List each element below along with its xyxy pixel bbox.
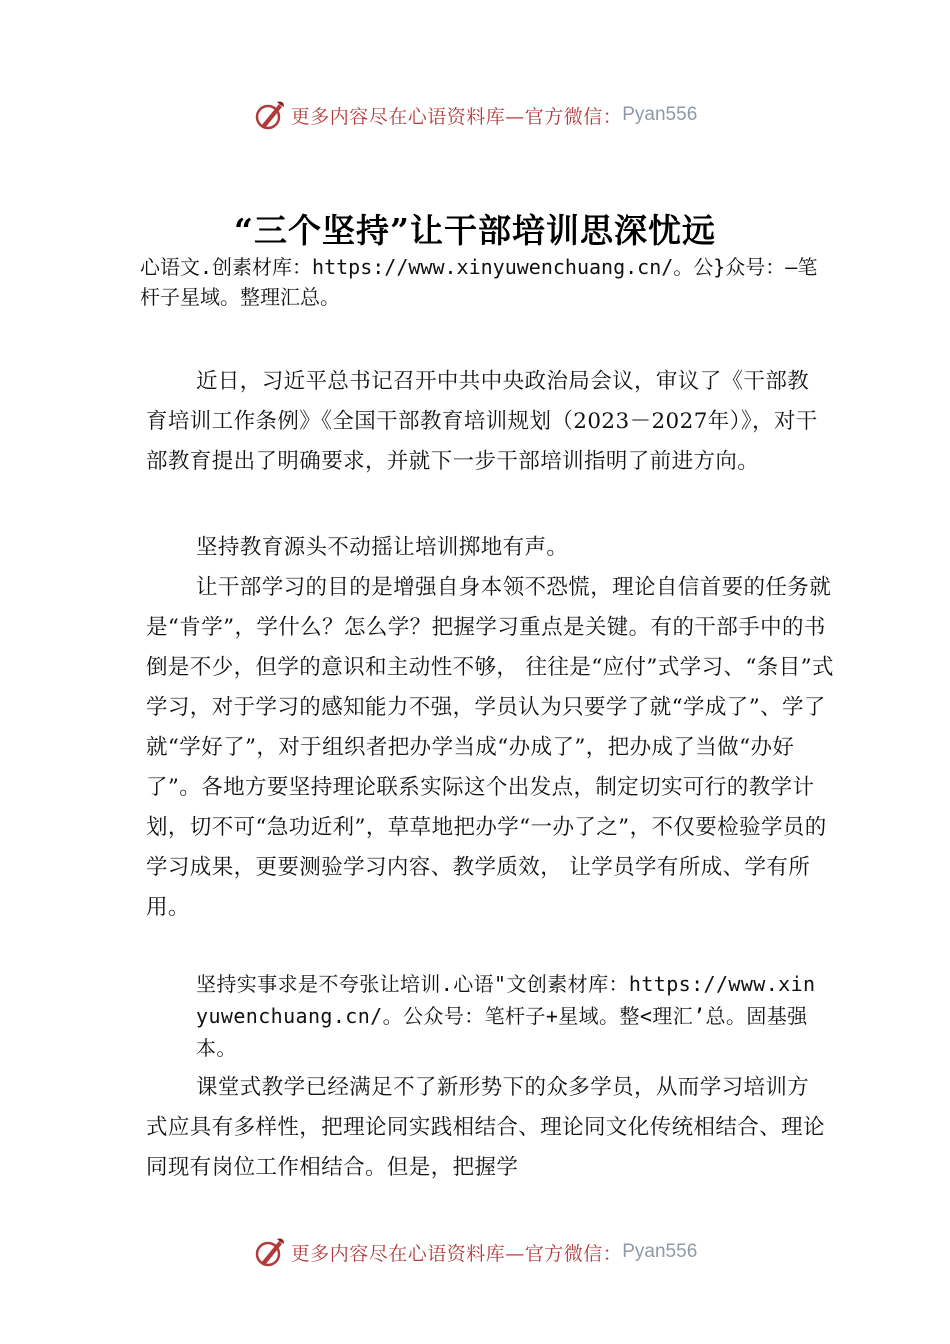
paragraph-1: 近日，习近平总书记召开中共中央政治局会议，审议了《干部教育培训工作条例》《全国干部教育培训规划（2023－2027年）》，对干部教育提出了明确要求，并就下一步干部培训指明了前进方向。 bbox=[146, 369, 818, 474]
quill-pen-circle-icon bbox=[253, 1235, 287, 1269]
quill-pen-circle-icon bbox=[253, 98, 287, 132]
paragraph-5: 课堂式教学已经满足不了新形势下的众多学员，从而学习培训方式应具有多样性，把理论同实践相结合、理论同文化传统相结合、理论同现有岗位工作相结合。但是，把握学 bbox=[146, 1075, 825, 1180]
banner-text: 更多内容尽在心语资料库—官方微信： bbox=[290, 105, 623, 128]
page-title: “三个坚持”让干部培训思深忧远 bbox=[234, 211, 716, 250]
banner-wechat-id: Pyan556 bbox=[622, 1241, 698, 1262]
banner-wechat-id: Pyan556 bbox=[622, 104, 698, 125]
paragraph-2: 坚持教育源头不动摇让培训掷地有声。 bbox=[196, 535, 569, 560]
header-banner bbox=[0, 95, 950, 135]
source-note: 心语文.创素材库：https://www.xinyuwenchuang.cn/。公}众号：—笔杆子星域。整理汇总。 bbox=[140, 255, 818, 309]
footer-banner bbox=[0, 1232, 950, 1272]
banner-text: 更多内容尽在心语资料库—官方微信： bbox=[290, 1242, 623, 1265]
paragraph-4: 坚持实事求是不夸张让培训.心语"文创素材库：https://www.xinyuwenchuang.cn/。公众号：笔杆子+星域。整<理汇’总。固基强本。 bbox=[196, 972, 816, 1060]
paragraph-3: 让干部学习的目的是增强自身本领不恐慌，理论自信首要的任务就是“肯学”，学什么？怎么学？把握学习重点是关键。有的干部手中的书倒是不少，但学的意识和主动性不够， 往往是“应付”式学习、“条目”式学习，对于学习的感知能力不强，学员认为只要学了就“学成了”、学了就“学好了”，对于组织者把办学当成“办成了”，把办成了当做“办好了”。各地方要坚持理论联系实际这个出发点，制定切实可行的教学计划，切不可“急功近利”，草草地把办学“一办了之”，不仅要检验学员的学习成果，更要测验学习内容、教学质效， 让学员学有所成、学有所用。 bbox=[146, 575, 834, 920]
